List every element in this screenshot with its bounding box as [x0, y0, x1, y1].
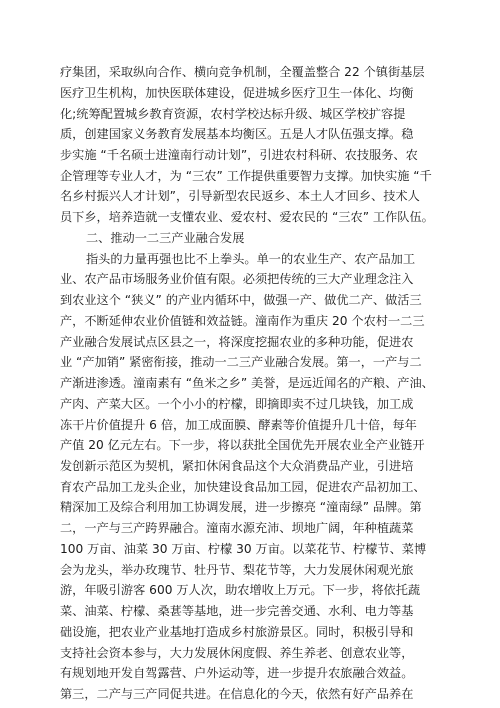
paragraph-line: 游，年吸引游客 600 万人次，助农增收上万元。下一步，将依托蔬: [60, 583, 421, 598]
paragraph-line: 指头的力量再强也比不上拳头。单一的农业生产、农产品加工: [86, 251, 416, 266]
paragraph-line: 二，一产与三产跨界融合。潼南水源充沛、坝地广阔，年种植蔬菜: [60, 521, 414, 536]
paragraph-line: 产值 20 亿元左右。下一步，将以获批全国优先开展农业全产业链开: [60, 438, 425, 453]
paragraph-line: 员下乡，培养造就一支懂农业、爱农村、爱农民的 “三农” 工作队伍。: [60, 210, 434, 225]
paragraph-line: 产渐进渗透。潼南素有 “鱼米之乡” 美誉，是远近闻名的产粮、产油、: [60, 376, 434, 390]
paragraph-line: 菜、油菜、柠檬、桑葚等基地，进一步完善交通、水利、电力等基: [60, 604, 414, 619]
paragraph-line: 质，创建国家义务教育发展基本均衡区。五是人才队伍强支撑。稳: [60, 127, 414, 142]
paragraph-line: 冻干片价值提升 6 倍，加工成面膜、酵素等价值提升几十倍，每年: [60, 417, 417, 432]
paragraph-line: 发创新示范区为契机，紧扣休闲食品这个大众消费品产业，引进培: [60, 458, 414, 473]
paragraph-line: 医疗卫生机构，加快医联体建设，促进城乡医疗卫生一体化、均衡: [60, 85, 414, 100]
paragraph-line: 企管理等专业人才，为 “三农” 工作提供重要智力支撑。加快实施 “千: [60, 168, 432, 183]
paragraph-line: 步实施 “千名硕士进潼南行动计划”，引进农村科研、农技服务、农: [60, 147, 418, 162]
section-heading: 二、推动一二三产业融合发展: [86, 230, 245, 245]
paragraph-line: 支持社会资本参与，大力发展休闲度假、养生养老、创意农业等，: [60, 645, 414, 660]
paragraph-line: 第三，二产与三产同促共进。在信息化的今天，依然有好产品养在: [60, 687, 414, 701]
paragraph-line: 会为龙头，举办玫瑰节、牡丹节、梨花节等，大力发展休闲观光旅: [60, 562, 414, 577]
paragraph-line: 产业融合发展试点区县之一，将深度挖掘农业的多种功能，促进农: [60, 334, 414, 349]
paragraph-line: 到农业这个 “狭义” 的产业内循环中，做强一产、做优二产、做活三: [60, 293, 422, 308]
paragraph-line: 疗集团，采取纵向合作、横向竞争机制，全覆盖整合 22 个镇街基层: [60, 65, 425, 79]
paragraph-line: 精深加工及综合利用加工协调发展，进一步擦亮 “潼南绿” 品牌。第: [60, 500, 422, 515]
paragraph-line: 产肉、产菜大区。一个小小的柠檬，即摘即卖不过几块钱，加工成: [60, 396, 414, 411]
paragraph-line: 名乡村振兴人才计划”，引导新型农民返乡、本土人才回乡、技术人: [60, 189, 420, 204]
paragraph-line: 有规划地开发自驾露营、户外运动等，进一步提升农旅融合效益。: [60, 666, 414, 681]
paragraph-line: 化;统筹配置城乡教育资源，农村学校达标升级、城区学校扩容提: [60, 106, 406, 121]
paragraph-line: 础设施，把农业产业基地打造成乡村旅游景区。同时，积极引导和: [60, 624, 414, 639]
paragraph-line: 业、农产品市场服务业价值有限。必须把传统的三大产业理念注入: [60, 272, 414, 287]
paragraph-line: 业 “产加销” 紧密衔接，推动一二三产业融合发展。第一，一产与二: [60, 355, 422, 370]
paragraph-line: 100 万亩、油菜 30 万亩、柠檬 30 万亩。以菜花节、柠檬节、菜博: [60, 541, 427, 556]
paragraph-line: 产，不断延伸农业价值链和效益链。潼南作为重庆 20 个农村一二三: [60, 313, 425, 328]
paragraph-line: 育农产品加工龙头企业，加快建设食品加工园，促进农产品初加工、: [60, 479, 426, 494]
